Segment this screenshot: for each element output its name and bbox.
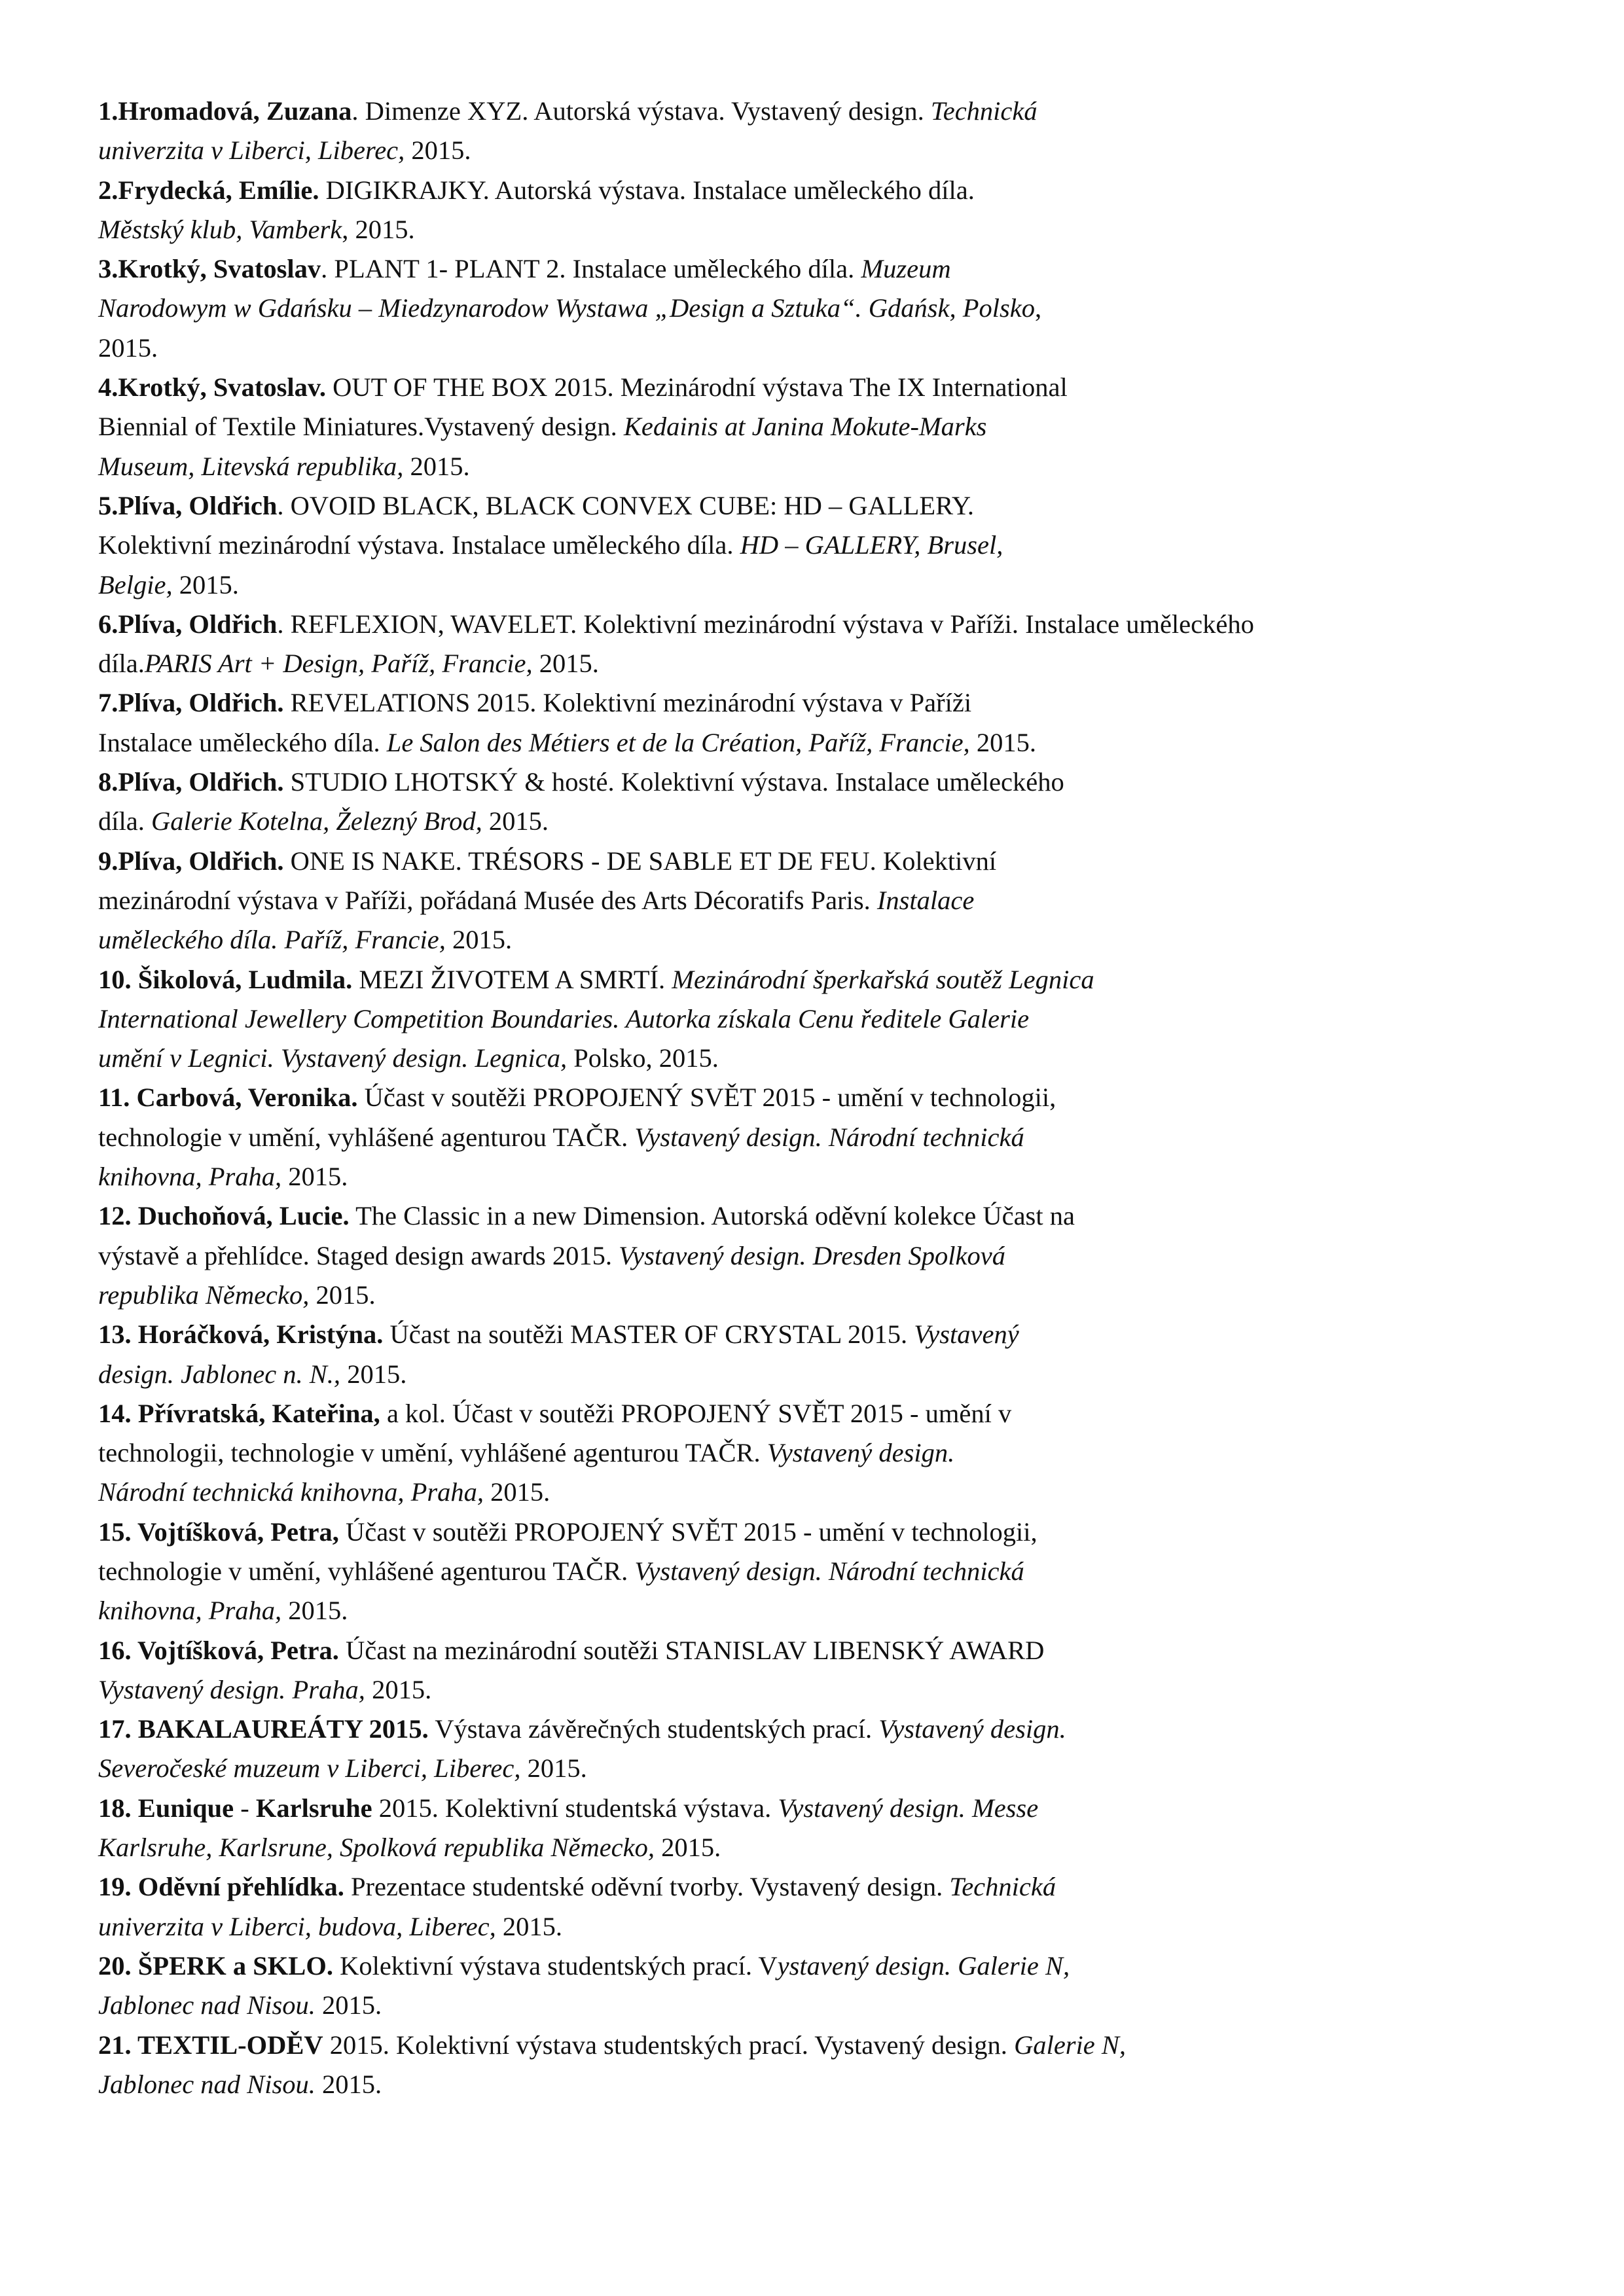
entry-text: 2015.: [315, 2069, 382, 2099]
entry-venue: Narodowym w Gdańsku – Miedzynarodow Wystawa „Design a Sztuka“. Gdańsk, Polsko: [98, 293, 1035, 323]
text-line: [98, 1473, 1551, 1512]
entry-text: 2015.: [281, 1596, 348, 1626]
list-item: [98, 1315, 1551, 1394]
list-item: [98, 1946, 1551, 2026]
text-line: [98, 1986, 1551, 2025]
entry-text: a kol. Účast v soutěži PROPOJENÝ SVĚT 2015 - umění v: [380, 1398, 1012, 1428]
list-item: [98, 605, 1551, 684]
entry-text: 2015.: [365, 1674, 432, 1704]
text-line: [98, 802, 1551, 841]
entry-author: 6.Plíva, Oldřich: [98, 609, 278, 639]
entry-author: 3.Krotký, Svatoslav: [98, 254, 321, 284]
entry-text: Účast v soutěži PROPOJENÝ SVĚT 2015 - umění v technologii,: [338, 1516, 1038, 1547]
text-line: [98, 1789, 1551, 1828]
text-line: [98, 289, 1551, 328]
entry-text: ONE IS NAKE. TRÉSORS - DE SABLE ET DE FEU. Kolektivní: [283, 846, 997, 876]
entry-text: 2015.: [445, 925, 513, 955]
entry-venue: Vystavený design. Messe: [778, 1793, 1039, 1823]
text-line: [98, 723, 1551, 762]
text-line: [98, 1631, 1551, 1670]
entry-text: 2015.: [532, 649, 599, 679]
entry-text: Účast na mezinárodní soutěži STANISLAV LIBENSKÝ AWARD: [338, 1635, 1045, 1665]
entry-text: 2015.: [655, 1833, 721, 1863]
text-line: [98, 1118, 1551, 1157]
entry-author: 11. Carbová, Veronika.: [98, 1083, 358, 1113]
entry-text: 2015.: [98, 332, 158, 363]
entry-venue: Technická: [949, 1872, 1056, 1902]
entry-venue: PARIS Art + Design, Paříž, Francie,: [144, 649, 533, 679]
entry-text: 2015.: [484, 1477, 550, 1507]
list-item: [98, 1513, 1551, 1631]
entry-venue: Mezinárodní šperkařská soutěž Legnica: [672, 964, 1094, 994]
text-line: [98, 1670, 1551, 1710]
text-line: [98, 210, 1551, 249]
entry-text: ,: [1035, 293, 1042, 323]
entry-venue: Vystavený design.: [878, 1714, 1066, 1744]
text-line: [98, 1749, 1551, 1788]
entry-text: , 2015.: [342, 214, 415, 244]
list-item: [98, 683, 1551, 762]
entry-text: 2015.: [496, 1911, 563, 1941]
entry-text: . PLANT 1- PLANT 2. Instalace uměleckého díla.: [321, 254, 861, 284]
entry-venue: Le Salon des Métiers et de la Création, Paříž, Francie,: [386, 727, 970, 757]
entry-text: . OVOID BLACK, BLACK CONVEX CUBE: HD – GALLERY.: [277, 490, 975, 520]
entry-venue: knihovna, Praha,: [98, 1596, 282, 1626]
text-line: [98, 1710, 1551, 1749]
text-line: [98, 1946, 1551, 1986]
entry-venue: Kedainis at Janina Mokute-Marks: [623, 412, 987, 442]
text-line: [98, 1078, 1551, 1117]
list-item: [98, 1394, 1551, 1513]
text-line: [98, 171, 1551, 210]
list-item: [98, 1631, 1551, 1710]
entry-venue: uměleckého díla. Paříž, Francie,: [98, 925, 446, 955]
entry-text: Polsko, 2015.: [567, 1043, 719, 1073]
text-line: [98, 447, 1551, 486]
entry-text: OUT OF THE BOX 2015. Mezinárodní výstava The IX International: [326, 372, 1068, 403]
text-line: [98, 1315, 1551, 1354]
list-item: [98, 1789, 1551, 1868]
list-item: [98, 2026, 1551, 2105]
entry-text: 2015.: [340, 1359, 407, 1389]
text-line: [98, 92, 1551, 131]
list-item: [98, 1196, 1551, 1315]
entry-author: 9.Plíva, Oldřich.: [98, 846, 284, 876]
entry-text: 2015.: [315, 1990, 382, 2020]
entry-text: technologie v umění, vyhlášené agenturou TAČR.: [98, 1556, 635, 1586]
entry-venue: Vystavený design. Národní technická: [634, 1556, 1024, 1586]
text-line: [98, 960, 1551, 999]
entry-venue: Městský klub, Vamberk: [98, 214, 342, 244]
entry-venue: International Jewellery Competition Boundaries. Autorka získala Cenu ředitele Galerie: [98, 1003, 1030, 1033]
entry-venue: ystavený design. Galerie N,: [777, 1950, 1070, 1981]
entry-author: 5.Plíva, Oldřich: [98, 490, 278, 520]
entry-venue: HD – GALLERY, Brusel,: [740, 530, 1003, 560]
entry-venue: umění v Legnici. Vystavený design. Legnica,: [98, 1043, 568, 1073]
list-item: [98, 960, 1551, 1079]
text-line: [98, 920, 1551, 960]
entry-text: technologie v umění, vyhlášené agenturou TAČR.: [98, 1122, 635, 1152]
text-line: [98, 486, 1551, 526]
text-line: [98, 1039, 1551, 1078]
entry-venue: design. Jablonec n. N.,: [98, 1359, 341, 1389]
entry-venue: Galerie N,: [1014, 2030, 1127, 2060]
entry-text: Účast na soutěži MASTER OF CRYSTAL 2015.: [383, 1319, 914, 1350]
entry-venue: knihovna, Praha,: [98, 1162, 282, 1192]
text-line: [98, 1355, 1551, 1394]
entry-text: 2015.: [403, 451, 470, 481]
entry-author: 10. Šikolová, Ludmila.: [98, 964, 353, 994]
entry-text: 2015.: [172, 569, 239, 600]
entry-text: Kolektivní výstava studentských prací. V: [333, 1950, 778, 1981]
list-item: [98, 368, 1551, 486]
entry-venue: Museum, Litevská republika,: [98, 451, 404, 481]
entry-text: technologii, technologie v umění, vyhlášené agenturou TAČR.: [98, 1438, 767, 1468]
entry-venue: Severočeské muzeum v Liberci, Liberec,: [98, 1753, 521, 1784]
entry-venue: Národní technická knihovna, Praha,: [98, 1477, 484, 1507]
text-line: [98, 131, 1551, 170]
entry-venue: Vystavený design. Dresden Spolková: [619, 1240, 1006, 1270]
entry-author: 17. BAKALAUREÁTY 2015.: [98, 1714, 429, 1744]
entry-text: 2015. Kolektivní výstava studentských prací. Vystavený design.: [323, 2030, 1015, 2060]
entry-author: 18. Eunique: [98, 1793, 234, 1823]
entry-venue: Vystavený design. Praha,: [98, 1674, 365, 1704]
entry-text: Biennial of Textile Miniatures.Vystavený design.: [98, 412, 624, 442]
entry-text: DIGIKRAJKY. Autorská výstava. Instalace uměleckého díla.: [319, 175, 975, 205]
entry-text: . REFLEXION, WAVELET. Kolektivní mezinárodní výstava v Paříži. Instalace uměleckého: [277, 609, 1254, 639]
text-line: [98, 605, 1551, 644]
entry-text: 2015.: [520, 1753, 587, 1784]
text-line: [98, 881, 1551, 920]
text-line: [98, 1907, 1551, 1946]
entry-author: Karlsruhe: [255, 1793, 372, 1823]
entry-text: díla.: [98, 806, 151, 836]
entry-venue: Karlsruhe, Karlsrune, Spolková republika Německo,: [98, 1833, 655, 1863]
entry-venue: Belgie,: [98, 569, 173, 600]
list-item: [98, 486, 1551, 605]
entry-venue: Technická: [930, 96, 1038, 126]
entry-text: MEZI ŽIVOTEM A SMRTÍ.: [352, 964, 672, 994]
exhibition-list: [98, 92, 1551, 2104]
text-line: [98, 842, 1551, 881]
entry-author: 14. Přívratská, Kateřina,: [98, 1398, 380, 1428]
entry-text: mezinárodní výstava v Paříži, pořádaná Musée des Arts Décoratifs Paris.: [98, 885, 877, 915]
entry-text: 2015. Kolektivní studentská výstava.: [372, 1793, 778, 1823]
list-item: [98, 842, 1551, 960]
entry-text: Kolektivní mezinárodní výstava. Instalace uměleckého díla.: [98, 530, 740, 560]
list-item: [98, 1078, 1551, 1196]
list-item: [98, 92, 1551, 171]
entry-venue: Muzeum: [861, 254, 951, 284]
text-line: [98, 1552, 1551, 1591]
entry-venue: univerzita v Liberci, budova, Liberec,: [98, 1911, 496, 1941]
text-line: [98, 1433, 1551, 1473]
text-line: [98, 1867, 1551, 1907]
entry-author: 13. Horáčková, Kristýna.: [98, 1319, 384, 1350]
list-item: [98, 1867, 1551, 1946]
text-line: [98, 1828, 1551, 1867]
entry-text: díla.: [98, 649, 145, 679]
entry-text: -: [234, 1793, 256, 1823]
entry-text: Účast v soutěži PROPOJENÝ SVĚT 2015 - umění v technologii,: [357, 1083, 1056, 1113]
entry-venue: univerzita v Liberci, Liberec,: [98, 135, 405, 166]
entry-author: 16. Vojtíšková, Petra.: [98, 1635, 339, 1665]
list-item: [98, 762, 1551, 842]
text-line: [98, 683, 1551, 723]
text-line: [98, 368, 1551, 407]
text-line: [98, 1513, 1551, 1552]
entry-venue: Vystavený design.: [767, 1438, 955, 1468]
entry-author: 20. ŠPERK a SKLO.: [98, 1950, 333, 1981]
entry-author: 7.Plíva, Oldřich.: [98, 688, 284, 718]
entry-text: The Classic in a new Dimension. Autorská oděvní kolekce Účast na: [349, 1201, 1075, 1231]
list-item: [98, 171, 1551, 250]
text-line: [98, 762, 1551, 802]
entry-author: 19. Oděvní přehlídka.: [98, 1872, 344, 1902]
list-item: [98, 1710, 1551, 1789]
entry-text: 2015.: [482, 806, 549, 836]
text-line: [98, 407, 1551, 446]
entry-venue: Galerie Kotelna, Železný Brod,: [151, 806, 482, 836]
text-line: [98, 2065, 1551, 2104]
entry-author: 2.Frydecká, Emílie.: [98, 175, 319, 205]
list-item: [98, 249, 1551, 368]
entry-text: Výstava závěrečných studentských prací.: [428, 1714, 879, 1744]
text-line: [98, 329, 1551, 368]
text-line: [98, 1157, 1551, 1196]
entry-text: 2015.: [309, 1280, 376, 1310]
text-line: [98, 999, 1551, 1039]
entry-venue: Instalace: [876, 885, 975, 915]
entry-text: STUDIO LHOTSKÝ & hosté. Kolektivní výstava. Instalace uměleckého: [283, 767, 1064, 797]
entry-venue: Jablonec nad Nisou.: [98, 1990, 316, 2020]
entry-author: 21. TEXTIL-ODĚV: [98, 2030, 323, 2060]
text-line: [98, 526, 1551, 565]
entry-venue: Jablonec nad Nisou.: [98, 2069, 316, 2099]
text-line: [98, 1236, 1551, 1276]
entry-text: . Dimenze XYZ. Autorská výstava. Vystavený design.: [352, 96, 931, 126]
entry-author: 8.Plíva, Oldřich.: [98, 767, 284, 797]
entry-text: REVELATIONS 2015. Kolektivní mezinárodní výstava v Paříži: [283, 688, 972, 718]
entry-venue: republika Německo,: [98, 1280, 310, 1310]
entry-text: 2015.: [281, 1162, 348, 1192]
text-line: [98, 644, 1551, 683]
text-line: [98, 1196, 1551, 1236]
entry-venue: Vystavený: [914, 1319, 1019, 1350]
entry-text: Prezentace studentské oděvní tvorby. Vystavený design.: [344, 1872, 950, 1902]
entry-text: výstavě a přehlídce. Staged design awards 2015.: [98, 1240, 619, 1270]
text-line: [98, 249, 1551, 289]
entry-author: 1.Hromadová, Zuzana: [98, 96, 352, 126]
text-line: [98, 1591, 1551, 1630]
text-line: [98, 2026, 1551, 2065]
text-line: [98, 1276, 1551, 1315]
entry-author: 15. Vojtíšková, Petra,: [98, 1516, 339, 1547]
entry-author: 4.Krotký, Svatoslav.: [98, 372, 327, 403]
text-line: [98, 1394, 1551, 1433]
text-line: [98, 565, 1551, 605]
entry-venue: Vystavený design. Národní technická: [634, 1122, 1024, 1152]
entry-text: 2015.: [405, 135, 471, 166]
entry-text: 2015.: [969, 727, 1036, 757]
entry-author: 12. Duchoňová, Lucie.: [98, 1201, 350, 1231]
entry-text: Instalace uměleckého díla.: [98, 727, 387, 757]
